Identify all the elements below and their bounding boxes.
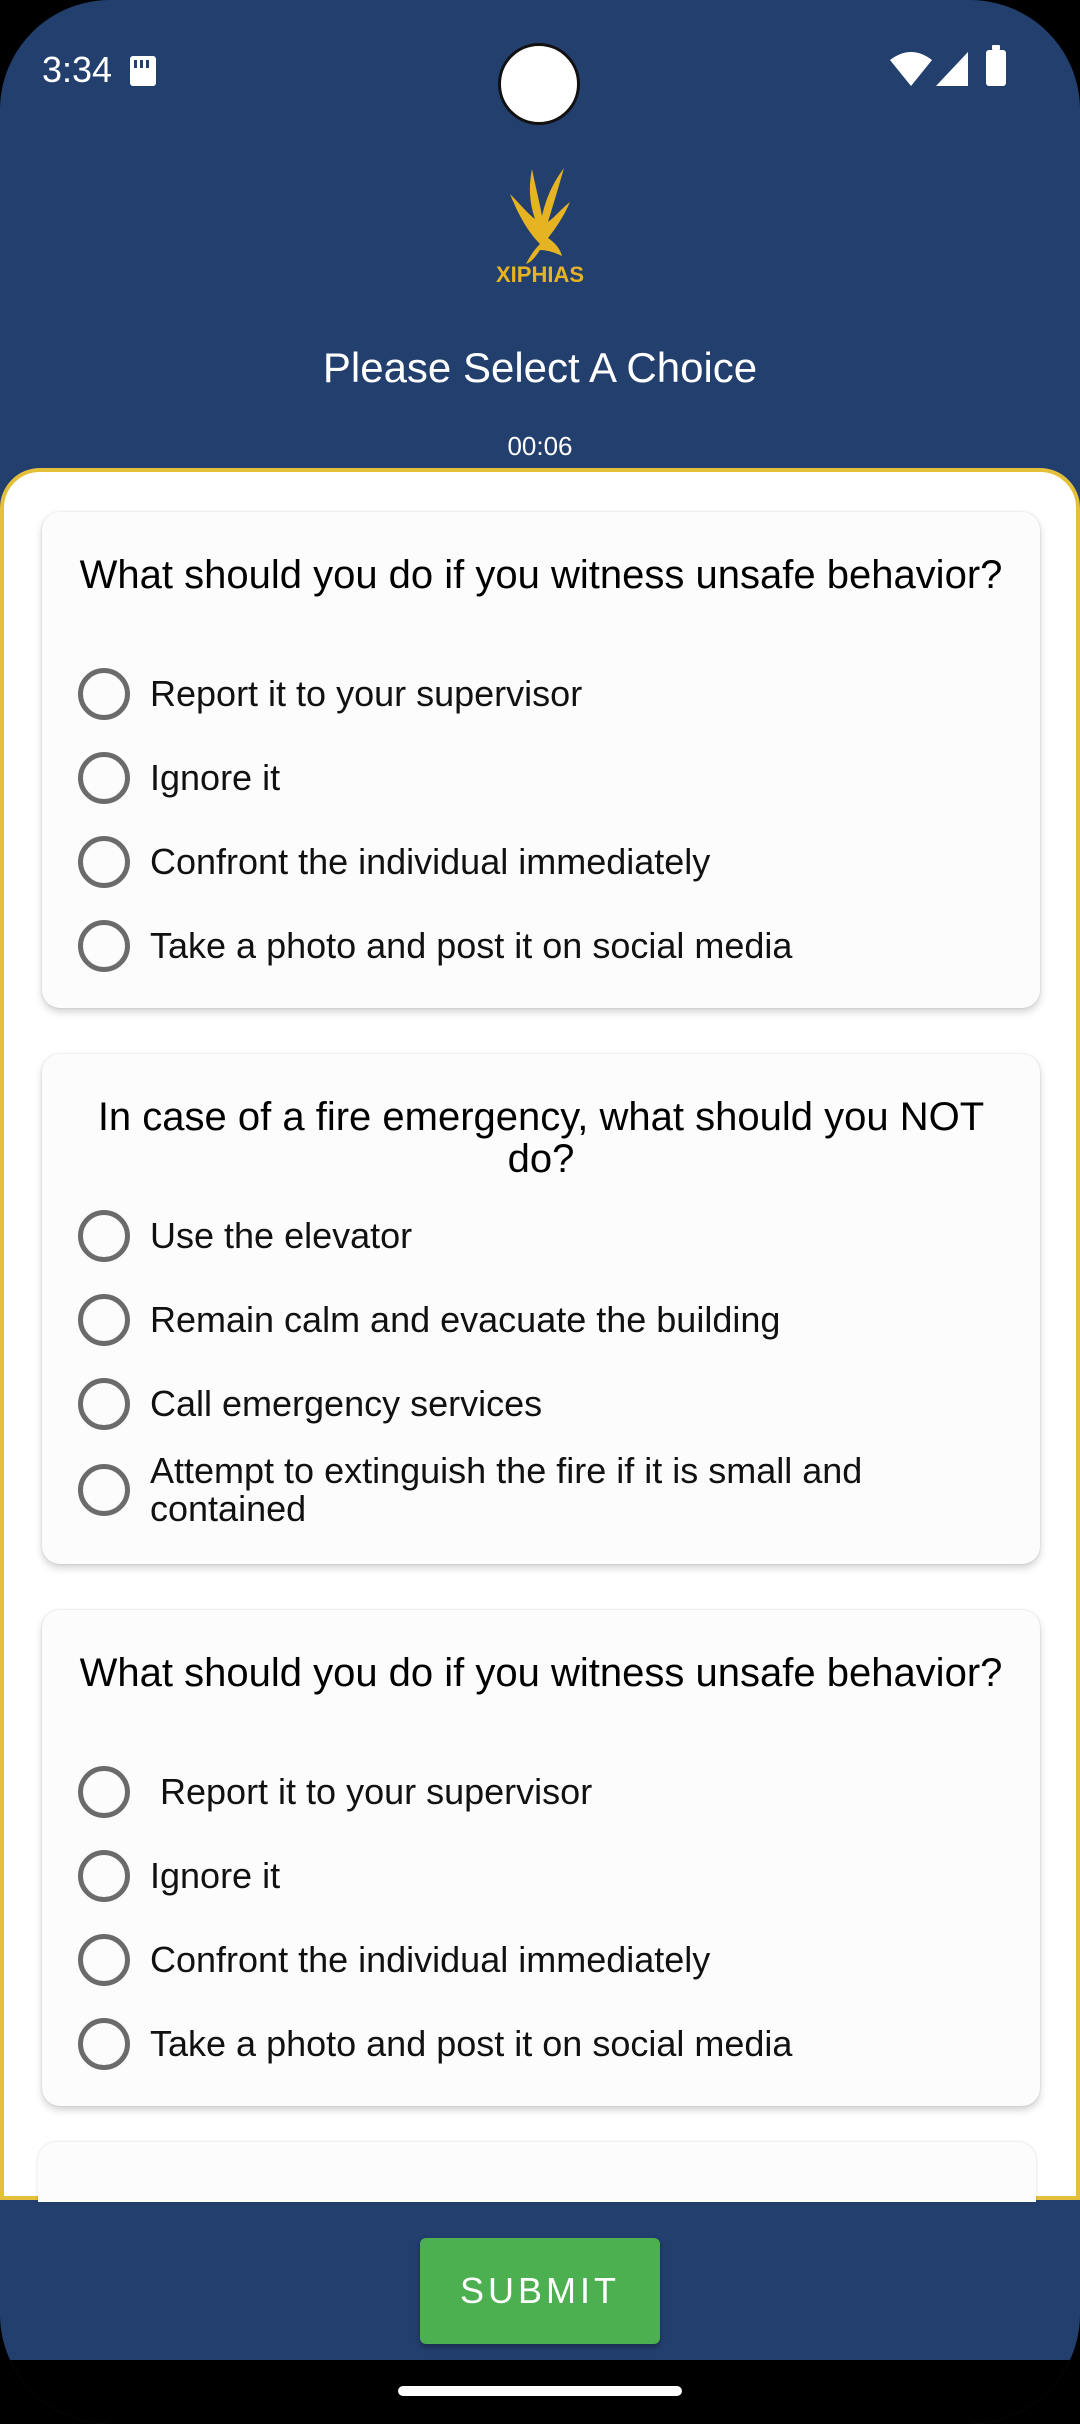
radio-button[interactable] (78, 1934, 130, 1986)
countdown-timer: 00:06 (507, 431, 573, 461)
option-label: Confront the individual immediately (150, 1939, 711, 1980)
option-label: Attempt to extinguish the fire if it is small and contained (150, 1450, 863, 1529)
answer-option[interactable] (78, 2018, 1020, 2070)
option-label: Remain calm and evacuate the building (150, 1299, 781, 1340)
radio-button[interactable] (78, 1294, 130, 1346)
option-label: Take a photo and post it on social media (150, 2023, 793, 2064)
radio-button[interactable] (78, 1850, 130, 1902)
question-text: In case of a fire emergency, what should you NOT do? (97, 1095, 985, 1181)
answer-option[interactable] (78, 1850, 1020, 1902)
status-time: 3:34 (42, 49, 113, 90)
option-label: Confront the individual immediately (150, 841, 711, 882)
answer-option[interactable] (78, 1766, 1020, 1818)
page-title: Please Select A Choice (322, 344, 758, 391)
camera-cutout (498, 43, 580, 125)
answer-option[interactable] (78, 1378, 1020, 1430)
answer-option[interactable] (78, 836, 1020, 888)
answer-option[interactable] (78, 668, 1020, 720)
radio-button[interactable] (78, 752, 130, 804)
option-label: Ignore it (150, 757, 281, 798)
answer-option[interactable] (78, 920, 1020, 972)
cell-signal-icon (936, 52, 968, 86)
question-card (42, 1610, 1040, 2106)
option-label: Ignore it (150, 1855, 281, 1896)
battery-icon (986, 50, 1006, 86)
question-text: What should you do if you witness unsafe behavior? (79, 553, 1003, 597)
next-question-card-peek (38, 2142, 1036, 2202)
question-text: What should you do if you witness unsafe behavior? (79, 1651, 1003, 1695)
submit-button[interactable]: SUBMIT (420, 2238, 660, 2344)
question-card (42, 512, 1040, 1008)
radio-button[interactable] (78, 920, 130, 972)
wifi-icon (890, 52, 932, 86)
option-label: Take a photo and post it on social media (150, 925, 793, 966)
answer-option[interactable] (78, 1210, 1020, 1262)
option-label: Use the elevator (150, 1215, 413, 1256)
radio-button[interactable] (78, 1464, 130, 1516)
home-indicator[interactable] (398, 2386, 682, 2396)
answer-option[interactable] (78, 1294, 1020, 1346)
radio-button[interactable] (78, 2018, 130, 2070)
radio-button[interactable] (78, 1766, 130, 1818)
questions-panel[interactable] (0, 468, 1080, 2200)
answer-option[interactable] (78, 752, 1020, 804)
option-label: Report it to your supervisor (150, 1771, 593, 1812)
radio-button[interactable] (78, 1378, 130, 1430)
radio-button[interactable] (78, 836, 130, 888)
option-label: Report it to your supervisor (150, 673, 583, 714)
answer-option[interactable] (78, 1452, 1020, 1528)
answer-option[interactable] (78, 1934, 1020, 1986)
question-card (42, 1054, 1040, 1564)
radio-button[interactable] (78, 1210, 130, 1262)
logo-wordmark: XIPHIAS (495, 262, 585, 287)
radio-button[interactable] (78, 668, 130, 720)
option-label: Call emergency services (150, 1383, 543, 1424)
sd-card-icon (130, 56, 156, 86)
